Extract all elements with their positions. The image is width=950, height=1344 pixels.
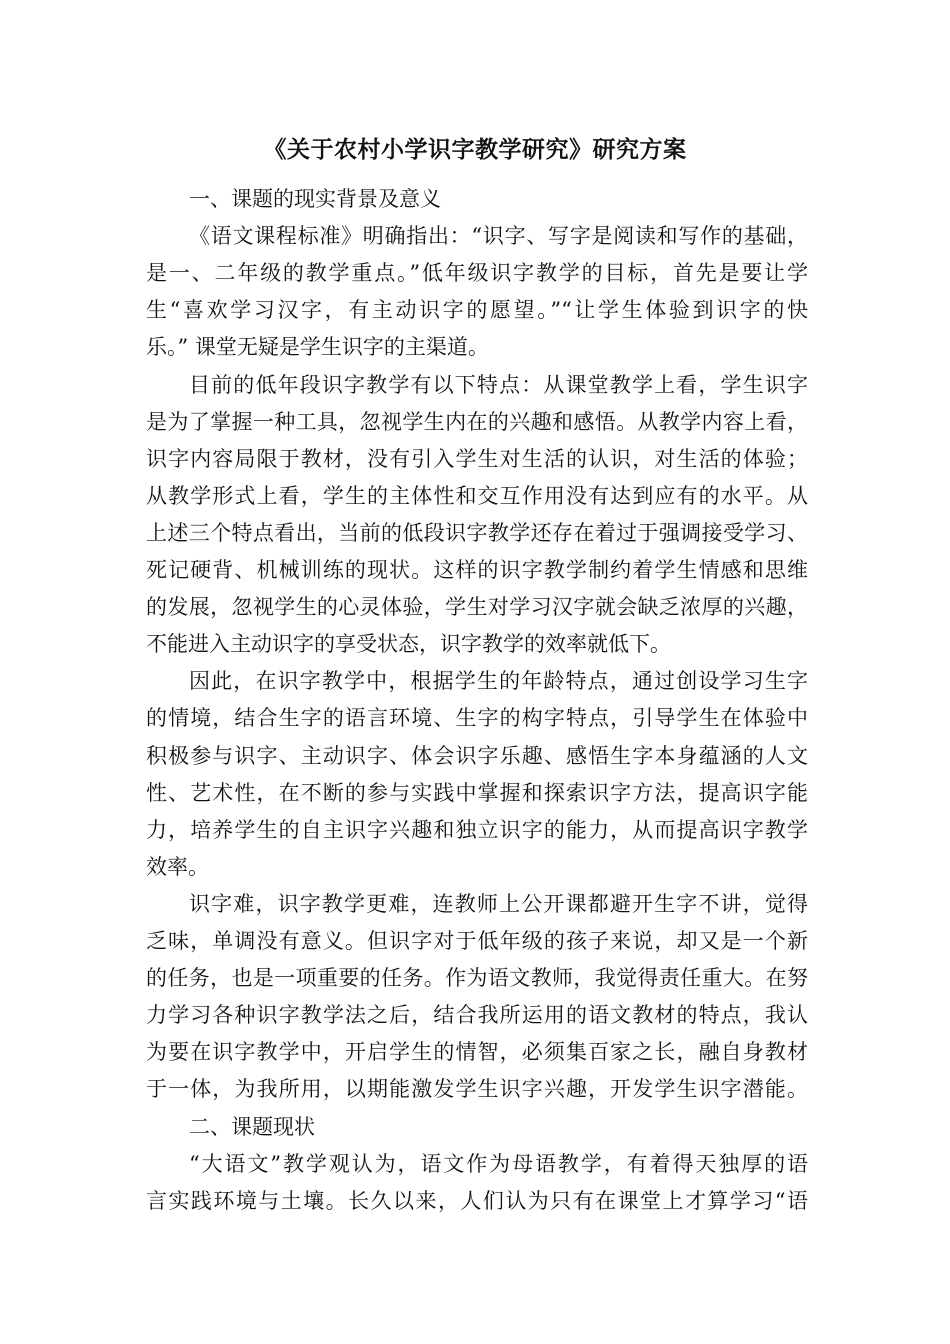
body-line: 是为了掌握一种工具，忽视学生内在的兴趣和感悟。从教学内容上看，	[146, 410, 808, 434]
body-line: 言实践环境与土壤。长久以来，人们认为只有在课堂上才算学习“语	[146, 1189, 808, 1213]
body-line: 识字内容局限于教材，没有引入学生对生活的认识，对生活的体验；	[146, 447, 808, 471]
body-line: 从教学形式上看，学生的主体性和交互作用没有达到应有的水平。从	[146, 484, 808, 508]
body-line: 性、艺术性，在不断的参与实践中掌握和探索识字方法，提高识字能	[146, 781, 808, 805]
body-line: 为要在识字教学中，开启学生的情智，必须集百家之长，融自身教材	[146, 1040, 808, 1064]
body-line: 效率。	[146, 855, 209, 879]
body-line: “大语文”教学观认为，语文作为母语教学，有着得天独厚的语	[189, 1152, 808, 1176]
body-line: 识字难，识字教学更难，连教师上公开课都避开生字不讲，觉得	[189, 892, 808, 916]
body-line: 积极参与识字、主动识字、体会识字乐趣、感悟生字本身蕴涵的人文	[146, 744, 808, 768]
body-line: 生“喜欢学习汉字，有主动识字的愿望。”“让学生体验到识字的快	[146, 298, 808, 322]
body-line: 目前的低年段识字教学有以下特点：从课堂教学上看，学生识字	[189, 373, 808, 397]
body-line: 的发展，忽视学生的心灵体验，学生对学习汉字就会缺乏浓厚的兴趣，	[146, 595, 808, 619]
body-line: 因此，在识字教学中，根据学生的年龄特点，通过创设学习生字	[189, 669, 808, 693]
body-line: 是一、二年级的教学重点。”低年级识字教学的目标，首先是要让学	[146, 261, 808, 285]
body-line: 力学习各种识字教学法之后，结合我所运用的语文教材的特点，我认	[146, 1003, 808, 1027]
body-line: 不能进入主动识字的享受状态，识字教学的效率就低下。	[146, 632, 671, 656]
body-line: 于一体，为我所用，以期能激发学生识字兴趣，开发学生识字潜能。	[146, 1077, 808, 1101]
document-title: 《关于农村小学识字教学研究》研究方案	[263, 136, 687, 163]
body-line: 乏味，单调没有意义。但识字对于低年级的孩子来说，却又是一个新	[146, 929, 808, 953]
body-line: 的任务，也是一项重要的任务。作为语文教师，我觉得责任重大。在努	[146, 966, 808, 990]
body-line: 上述三个特点看出，当前的低段识字教学还存在着过于强调接受学习、	[146, 521, 808, 545]
body-line: 一、课题的现实背景及意义	[189, 187, 441, 211]
body-line: 二、课题现状	[189, 1115, 315, 1139]
body-line: 《语文课程标准》明确指出：“识字、写字是阅读和写作的基础，	[189, 224, 808, 248]
body-line: 的情境，结合生字的语言环境、生字的构字特点，引导学生在体验中	[146, 706, 808, 730]
body-line: 死记硬背、机械训练的现状。这样的识字教学制约着学生情感和思维	[146, 558, 808, 582]
body-line: 乐。” 课堂无疑是学生识字的主渠道。	[146, 335, 489, 359]
body-line: 力，培养学生的自主识字兴趣和独立识字的能力，从而提高识字教学	[146, 818, 808, 842]
